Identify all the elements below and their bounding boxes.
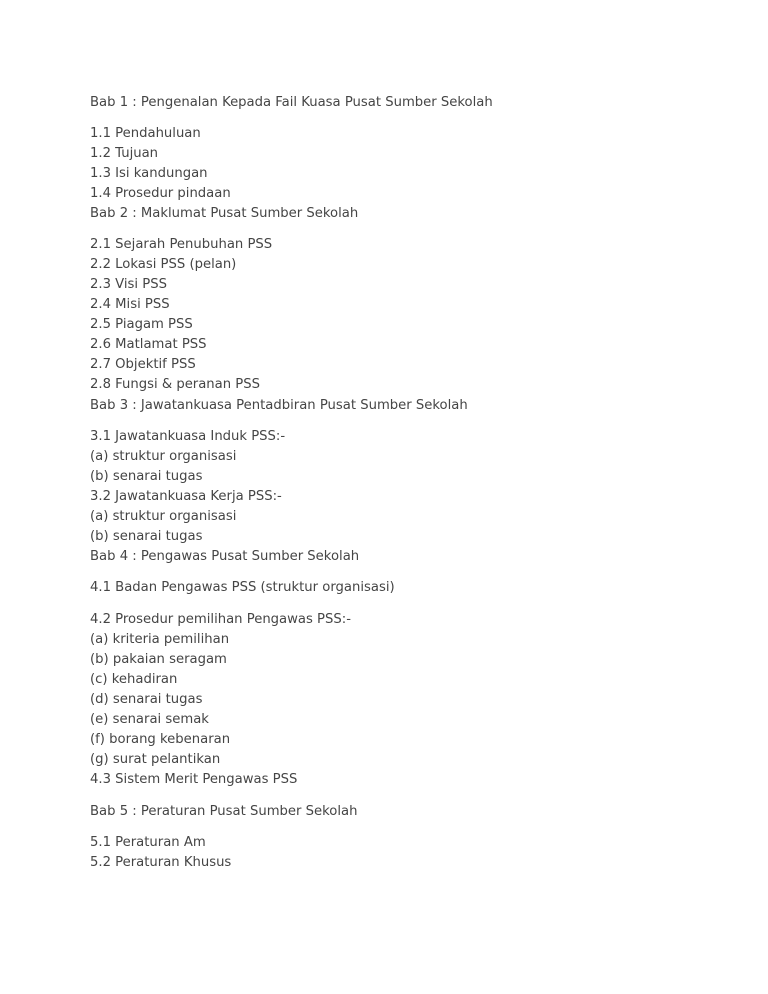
chapter-heading: Bab 4 : Pengawas Pusat Sumber Sekolah [90, 549, 360, 564]
toc-item: 2.2 Lokasi PSS (pelan) [90, 257, 237, 272]
toc-item: 1.4 Prosedur pindaan [90, 186, 231, 201]
toc-item: 2.3 Visi PSS [90, 277, 167, 292]
toc-item: 2.8 Fungsi & peranan PSS [90, 377, 260, 392]
toc-item: (a) kriteria pemilihan [90, 632, 230, 647]
toc-item: 4.1 Badan Pengawas PSS (struktur organisasi) [90, 580, 395, 595]
toc-item: 5.2 Peraturan Khusus [90, 855, 232, 870]
toc-item: (e) senarai semak [90, 712, 209, 727]
toc-item: (c) kehadiran [90, 672, 178, 687]
toc-item: (b) senarai tugas [90, 529, 203, 544]
toc-item: 2.5 Piagam PSS [90, 317, 193, 332]
toc-item: 5.1 Peraturan Am [90, 835, 206, 850]
toc-item: 4.2 Prosedur pemilihan Pengawas PSS:- [90, 612, 351, 627]
toc-item: 2.4 Misi PSS [90, 297, 170, 312]
chapter-heading: Bab 3 : Jawatankuasa Pentadbiran Pusat Sumber Sekolah [90, 398, 468, 413]
toc-item: (a) struktur organisasi [90, 449, 237, 464]
toc-item: 2.6 Matlamat PSS [90, 337, 207, 352]
chapter-heading: Bab 5 : Peraturan Pusat Sumber Sekolah [90, 804, 358, 819]
toc-item: (a) struktur organisasi [90, 509, 237, 524]
chapter-heading: Bab 2 : Maklumat Pusat Sumber Sekolah [90, 206, 359, 221]
toc-item: 1.3 Isi kandungan [90, 166, 208, 181]
toc-item: 3.2 Jawatankuasa Kerja PSS:- [90, 489, 282, 504]
chapter-heading: Bab 1 : Pengenalan Kepada Fail Kuasa Pusat Sumber Sekolah [90, 95, 493, 110]
toc-item: 3.1 Jawatankuasa Induk PSS:- [90, 429, 286, 444]
toc-item: (b) pakaian seragam [90, 652, 227, 667]
toc-item: 4.3 Sistem Merit Pengawas PSS [90, 772, 298, 787]
toc-item: (f) borang kebenaran [90, 732, 231, 747]
toc-item: 1.2 Tujuan [90, 146, 159, 161]
toc-item: 2.7 Objektif PSS [90, 357, 196, 372]
toc-item: 1.1 Pendahuluan [90, 126, 201, 141]
toc-item: 2.1 Sejarah Penubuhan PSS [90, 237, 273, 252]
toc-item: (d) senarai tugas [90, 692, 203, 707]
toc-item: (b) senarai tugas [90, 469, 203, 484]
toc-item: (g) surat pelantikan [90, 752, 221, 767]
